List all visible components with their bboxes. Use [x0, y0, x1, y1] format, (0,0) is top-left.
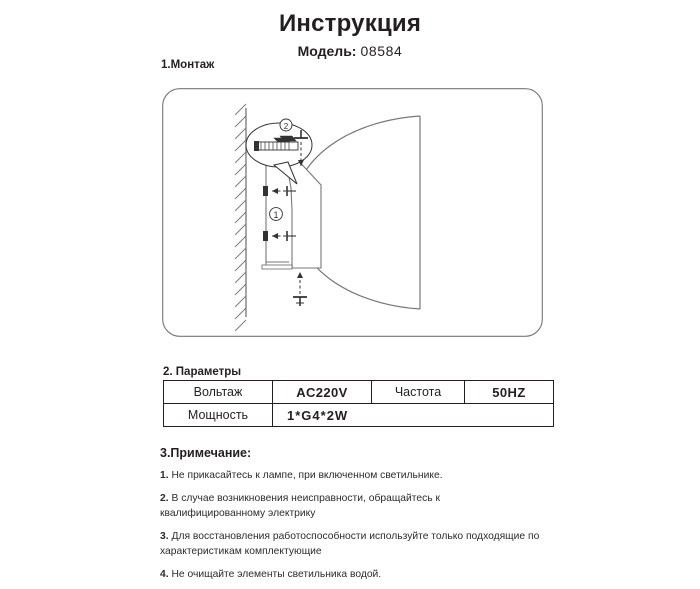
model-value: 08584 — [360, 43, 403, 59]
cell-voltage-value: AC220V — [273, 381, 372, 404]
note-text: Не очищайте элементы светильника водой. — [171, 568, 382, 580]
model-line — [0, 43, 700, 59]
table-row — [164, 404, 554, 427]
list-item — [160, 567, 540, 583]
table-row — [164, 381, 554, 404]
svg-text:1: 1 — [273, 210, 279, 220]
note-number: 3. — [160, 530, 169, 542]
parameters-table — [163, 380, 554, 427]
section-heading-parameters: 2. Параметры — [163, 366, 242, 378]
page-title: Инструкция — [278, 10, 422, 37]
callout-one — [270, 208, 283, 221]
cell-frequency-label: Частота — [372, 381, 465, 404]
list-item — [160, 491, 540, 522]
bottom-assembly-screw — [293, 272, 307, 306]
diagram-border — [163, 89, 543, 337]
installation-diagram — [162, 88, 543, 337]
cell-frequency-value: 50HZ — [465, 381, 554, 404]
note-number: 1. — [160, 470, 169, 481]
note-text: Для восстановления работоспособности используйте только подходящие по характеристикам комплектующие — [160, 530, 540, 557]
note-text: Не прикасайтесь к лампе, при включенном светильнике. — [171, 470, 443, 481]
wall-hatching — [235, 104, 246, 331]
section-heading-mounting: 1.Монтаж — [161, 59, 215, 71]
list-item — [160, 468, 540, 484]
note-text: В случае возникновения неисправности, обращайтесь к квалифицированному электрику — [160, 492, 440, 519]
model-label: Модель: — [297, 43, 357, 59]
cell-power-label: Мощность — [164, 404, 273, 427]
bracket-hole-lower — [263, 231, 268, 241]
bracket-hole-upper — [263, 186, 268, 196]
cell-power-value: 1*G4*2W — [273, 404, 554, 427]
cell-voltage-label: Вольтаж — [164, 381, 273, 404]
note-number: 2. — [160, 492, 169, 504]
section-heading-notes: 3.Примечание: — [160, 446, 252, 460]
note-number: 4. — [160, 568, 169, 580]
list-item — [160, 529, 540, 560]
notes-list — [160, 468, 540, 589]
svg-text:2: 2 — [283, 122, 289, 131]
